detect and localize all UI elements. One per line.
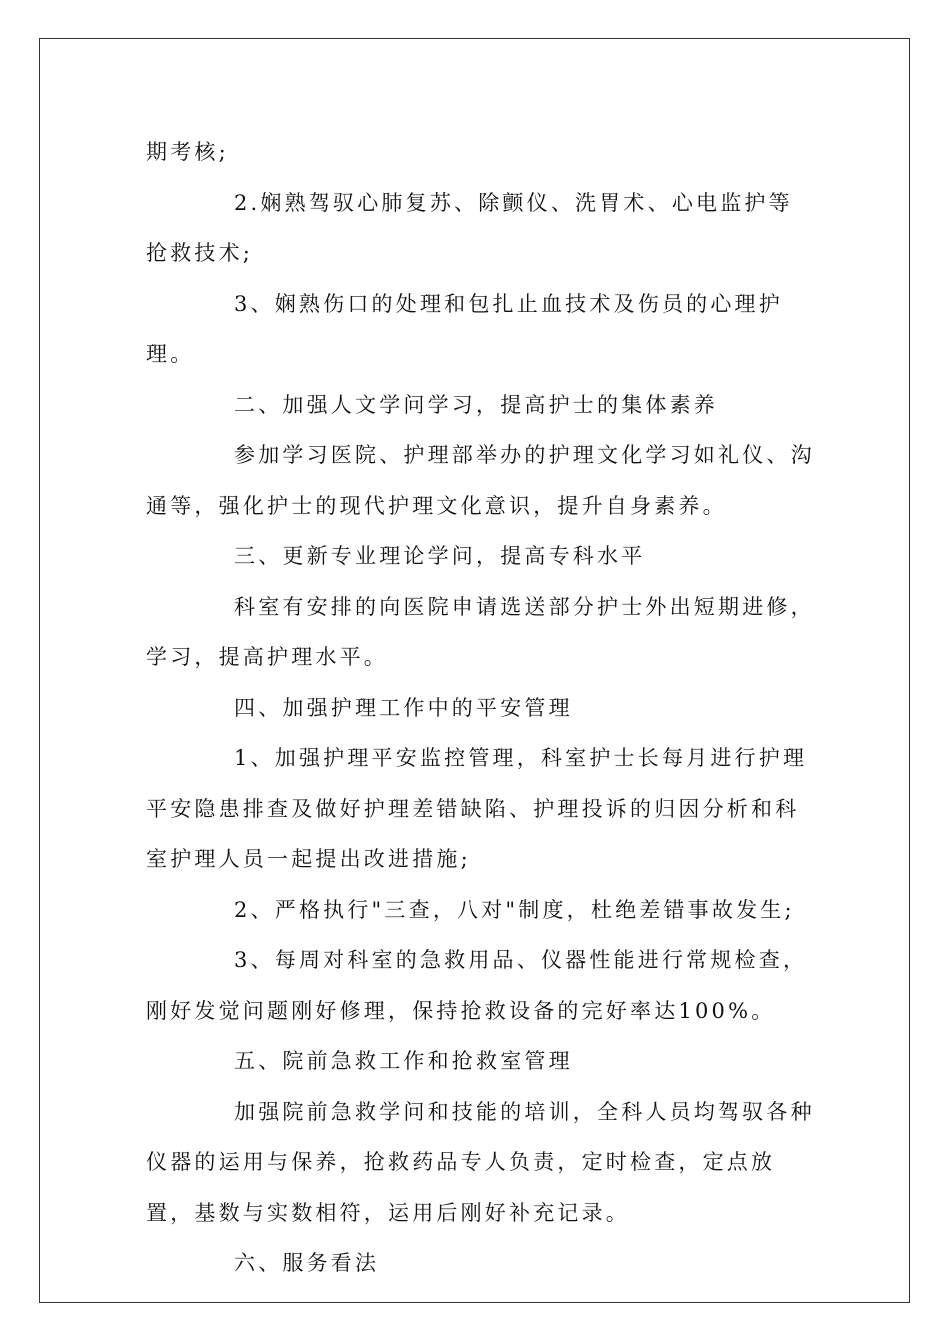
paragraph: 1、加强护理平安监控管理，科室护士长每月进行护理平安隐患排查及做好护理差错缺陷、护理投诉的归因分析和科室护理人员一起提出改进措施; [146,746,808,871]
paragraph: 2.娴熟驾驭心肺复苏、除颤仪、洗胃术、心电监护等抢救技术; [146,190,793,265]
section-heading: 六、服务看法 [234,1251,380,1275]
paragraph: 2、严格执行"三查，八对"制度，杜绝差错事故发生; [234,897,795,922]
paragraph: 3、娴熟伤口的处理和包扎止血技术及伤员的心理护理。 [146,291,783,366]
section-heading: 二、加强人文学问学习，提高护士的集体素养 [234,392,718,417]
paragraph: 加强院前急救学问和技能的培训，全科人员均驾驭各种仪器的运用与保养，抢救药品专人负责，定时检查，定点放置，基数与实数相符，运用后刚好补充记录。 [146,1099,815,1225]
document-body [146,127,816,1289]
section-heading: 五、院前急救工作和抢救室管理 [234,1049,573,1073]
paragraph: 科室有安排的向医院申请选送部分护士外出短期进修，学习，提高护理水平。 [146,594,815,669]
section-heading: 四、加强护理工作中的平安管理 [234,695,573,720]
paragraph: 期考核; [146,140,229,164]
section-heading: 三、更新专业理论学问，提高专科水平 [234,544,646,568]
paragraph: 参加学习医院、护理部举办的护理文化学习如礼仪、沟通等，强化护士的现代护理文化意识，提升自身素养。 [146,443,815,518]
paragraph: 3、每周对科室的急救用品、仪器性能进行常规检查，刚好发觉问题刚好修理，保持抢救设备的完好率达100%。 [146,948,808,1023]
